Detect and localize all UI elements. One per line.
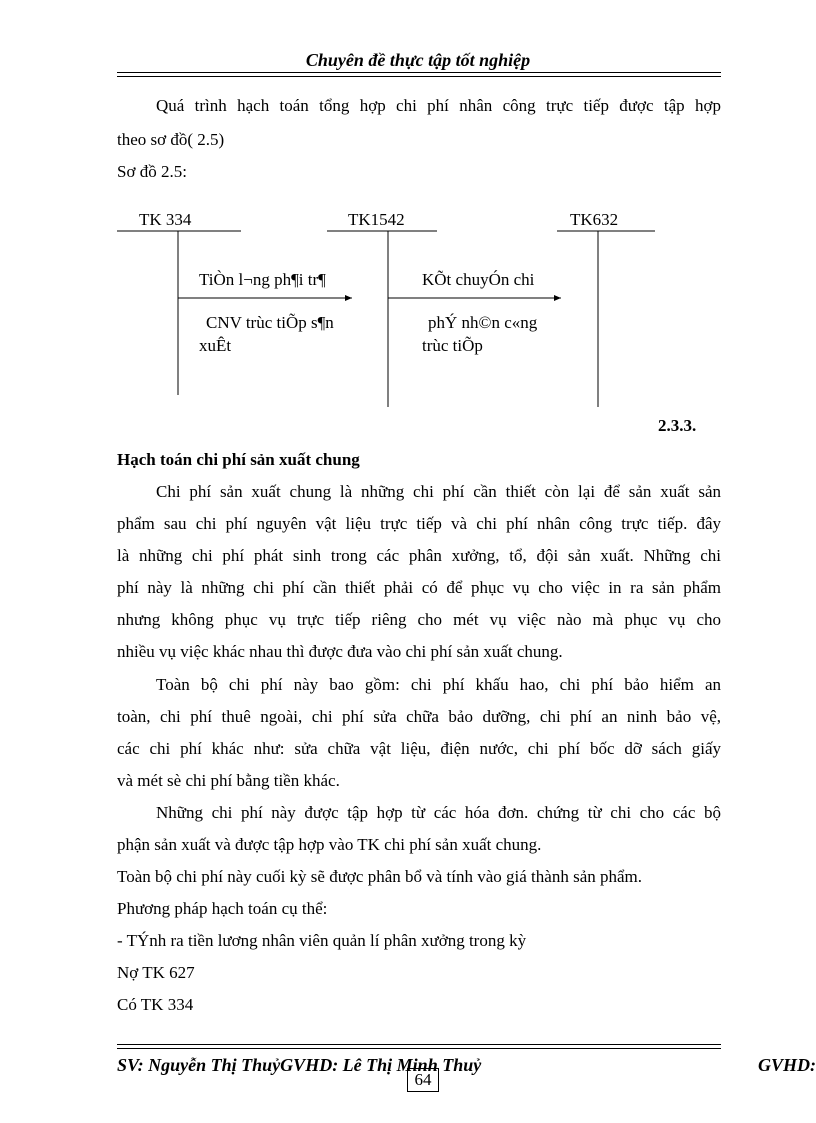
footer-rule-bottom (117, 1048, 721, 1049)
footer-rule-top (117, 1044, 721, 1045)
arrow2-label-bottom-1: phÝ nh©n c«ng (428, 313, 538, 332)
arrow1-label-bottom-1: CNV trùc tiÕp s¶n (206, 313, 334, 332)
para3-line-2: phận sản xuất và được tập hợp vào TK chi phí sản xuất chung. (117, 835, 542, 854)
page-header-title: Chuyên đề thực tập tốt nghiệp (305, 50, 531, 70)
para1-line-4: phí này là những chi phí cần thiết phải có để phục vụ cho việc in ra sản phẩm (117, 578, 721, 597)
para1-line-6: nhiều vụ việc khác nhau thì được đưa vào chi phí sản xuất chung. (117, 642, 563, 661)
para1-line-2: phẩm sau chi phí nguyên vật liệu trực tiếp và chi phí nhân công trực tiếp. đây (117, 514, 721, 533)
arrow2-label-bottom-2: trùc tiÕp (422, 336, 483, 355)
footer-right-text: GVHD: (758, 1055, 816, 1075)
page-number: 64 (407, 1068, 439, 1092)
body-line-d: Nợ TK 627 (117, 963, 195, 982)
t-account-diagram (0, 0, 816, 440)
arrow2-label-top: KÕt chuyÓn chi (422, 270, 535, 289)
para2-line-2: toàn, chi phí thuê ngoài, chi phí sửa chữa bảo dưỡng, chi phí an ninh bảo vệ, (117, 707, 721, 726)
para1-line-3: là những chi phí phát sinh trong các phân xưởng, tổ, đội sản xuất. Những chi (117, 546, 721, 565)
para2-line-4: và mét sè chi phí bằng tiền khác. (117, 771, 340, 790)
account-label-tk632: TK632 (570, 210, 619, 229)
account-label-tk334: TK 334 (139, 210, 192, 229)
para2-line-3: các chi phí khác như: sửa chữa vật liệu, điện nước, chi phí bốc dỡ sách giấy (117, 739, 721, 758)
diagram-caption: Sơ đồ 2.5: (117, 162, 187, 181)
intro-line-2: theo sơ đồ( 2.5) (117, 130, 225, 149)
section-number: 2.3.3. (658, 416, 697, 435)
para1-line-1: Chi phí sản xuất chung là những chi phí cần thiết còn lại để sản xuất sản (156, 482, 721, 501)
body-line-b: Phương pháp hạch toán cụ thể: (117, 899, 328, 918)
footer-author: SV: Nguyễn Thị ThuỷGVHD: Lê Thị Minh Thuỷ (117, 1055, 482, 1075)
body-line-c: - TÝnh ra tiền lương nhân viên quản lí phân xưởng trong kỳ (117, 931, 527, 950)
body-line-e: Có TK 334 (117, 995, 194, 1014)
para1-line-5: nhưng không phục vụ trực tiếp riêng cho mét vụ việc nào mà phục vụ cho (117, 610, 721, 629)
para3-line-1: Những chi phí này được tập hợp từ các hóa đơn. chứng từ chi cho các bộ (156, 803, 721, 822)
para2-line-1: Toàn bộ chi phí này bao gồm: chi phí khấu hao, chi phí bảo hiểm an (156, 675, 721, 694)
arrow1-label-top: TiÒn l¬ng ph¶i tr¶ (199, 270, 326, 289)
section-heading: Hạch toán chi phí sản xuất chung (117, 450, 360, 469)
body-line-a: Toàn bộ chi phí này cuối kỳ sẽ được phân bổ và tính vào giá thành sản phẩm. (117, 867, 643, 886)
account-label-tk1542: TK1542 (348, 210, 405, 229)
arrow1-label-bottom-2: xuÊt (199, 336, 232, 355)
intro-line-1: Quá trình hạch toán tổng hợp chi phí nhân công trực tiếp được tập hợp (156, 96, 721, 115)
